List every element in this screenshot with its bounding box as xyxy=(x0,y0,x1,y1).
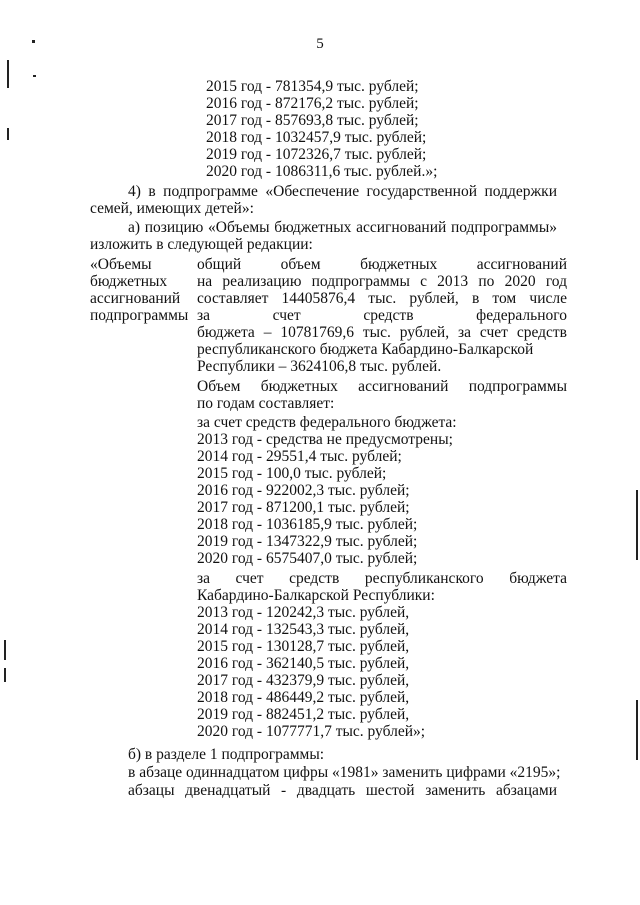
scan-mark xyxy=(4,668,6,682)
paragraph-line: абзацы двенадцатый - двадцать шестой заменить абзацами xyxy=(128,782,557,799)
scan-mark xyxy=(32,40,35,43)
item-a-line1: а) позицию «Объемы бюджетных ассигнований подпрограммы» xyxy=(128,219,557,236)
republic-year-line: 2019 год - 882451,2 тыс. рублей, xyxy=(197,706,410,723)
republic-year-line: 2016 год - 362140,5 тыс. рублей, xyxy=(197,655,410,672)
left-col-line: подпрограммы xyxy=(90,307,189,324)
right-col-line: по годам составляет: xyxy=(197,395,335,412)
year-line: 2017 год - 857693,8 тыс. рублей; xyxy=(206,112,419,129)
right-col-line: за счет средств федерального xyxy=(197,307,567,324)
left-col-line: бюджетных xyxy=(90,273,168,290)
federal-year-line: 2013 год - средства не предусмотрены; xyxy=(197,431,453,448)
right-col-line: за счет средств республиканского бюджета xyxy=(197,570,567,587)
republic-year-line: 2014 год - 132543,3 тыс. рублей, xyxy=(197,621,410,638)
right-col-line: составляет 14405876,4 тыс. рублей, в том числе xyxy=(197,290,567,307)
republic-year-line: 2017 год - 432379,9 тыс. рублей, xyxy=(197,672,410,689)
federal-year-line: 2018 год - 1036185,9 тыс. рублей; xyxy=(197,516,418,533)
scan-mark xyxy=(7,60,9,88)
republic-year-line: 2013 год - 120242,3 тыс. рублей, xyxy=(197,604,410,621)
republic-year-line: 2020 год - 1077771,7 тыс. рублей»; xyxy=(197,723,426,740)
right-col-line: Кабардино-Балкарской Республики: xyxy=(197,587,435,604)
year-line: 2019 год - 1072326,7 тыс. рублей; xyxy=(206,146,427,163)
item4-line2: семей, имеющих детей»: xyxy=(90,200,254,217)
right-col-line: общий объем бюджетных ассигнований xyxy=(197,256,567,273)
year-line: 2020 год - 1086311,6 тыс. рублей.»; xyxy=(206,163,438,180)
federal-year-line: 2020 год - 6575407,0 тыс. рублей; xyxy=(197,550,418,567)
right-col-line: республиканского бюджета Кабардино-Балкарской xyxy=(197,341,534,358)
right-col-line: бюджета – 10781769,6 тыс. рублей, за счет средств xyxy=(197,324,567,341)
federal-year-line: 2015 год - 100,0 тыс. рублей; xyxy=(197,465,387,482)
year-line: 2016 год - 872176,2 тыс. рублей; xyxy=(206,95,419,112)
republic-year-line: 2018 год - 486449,2 тыс. рублей, xyxy=(197,689,410,706)
item4-line1: 4) в подпрограмме «Обеспечение государственной поддержки xyxy=(128,183,557,200)
scan-mark xyxy=(636,700,638,760)
paragraph-line: в абзаце одиннадцатом цифры «1981» заменить цифрами «2195»; xyxy=(128,764,561,781)
federal-year-line: 2016 год - 922002,3 тыс. рублей; xyxy=(197,482,410,499)
scan-mark xyxy=(7,128,9,140)
republic-year-line: 2015 год - 130128,7 тыс. рублей, xyxy=(197,638,410,655)
item-b: б) в разделе 1 подпрограммы: xyxy=(128,746,325,763)
federal-year-line: 2014 год - 29551,4 тыс. рублей; xyxy=(197,448,402,465)
right-col-line: за счет средств федерального бюджета: xyxy=(197,414,457,431)
right-col-line: Объем бюджетных ассигнований подпрограммы xyxy=(197,378,567,395)
right-col-line: на реализацию подпрограммы с 2013 по 2020 год xyxy=(197,273,567,290)
left-col-line: ассигнований xyxy=(90,290,181,307)
scan-mark xyxy=(33,75,36,77)
year-line: 2015 год - 781354,9 тыс. рублей; xyxy=(206,78,419,95)
federal-year-line: 2019 год - 1347322,9 тыс. рублей; xyxy=(197,533,418,550)
page-number: 5 xyxy=(316,36,324,52)
item-a-line2: изложить в следующей редакции: xyxy=(90,236,313,253)
federal-year-line: 2017 год - 871200,1 тыс. рублей; xyxy=(197,499,410,516)
scan-mark xyxy=(4,640,6,660)
right-col-line: Республики – 3624106,8 тыс. рублей. xyxy=(197,358,442,375)
year-line: 2018 год - 1032457,9 тыс. рублей; xyxy=(206,129,427,146)
left-col-line: «Объемы xyxy=(90,256,152,273)
scan-mark xyxy=(636,490,638,560)
